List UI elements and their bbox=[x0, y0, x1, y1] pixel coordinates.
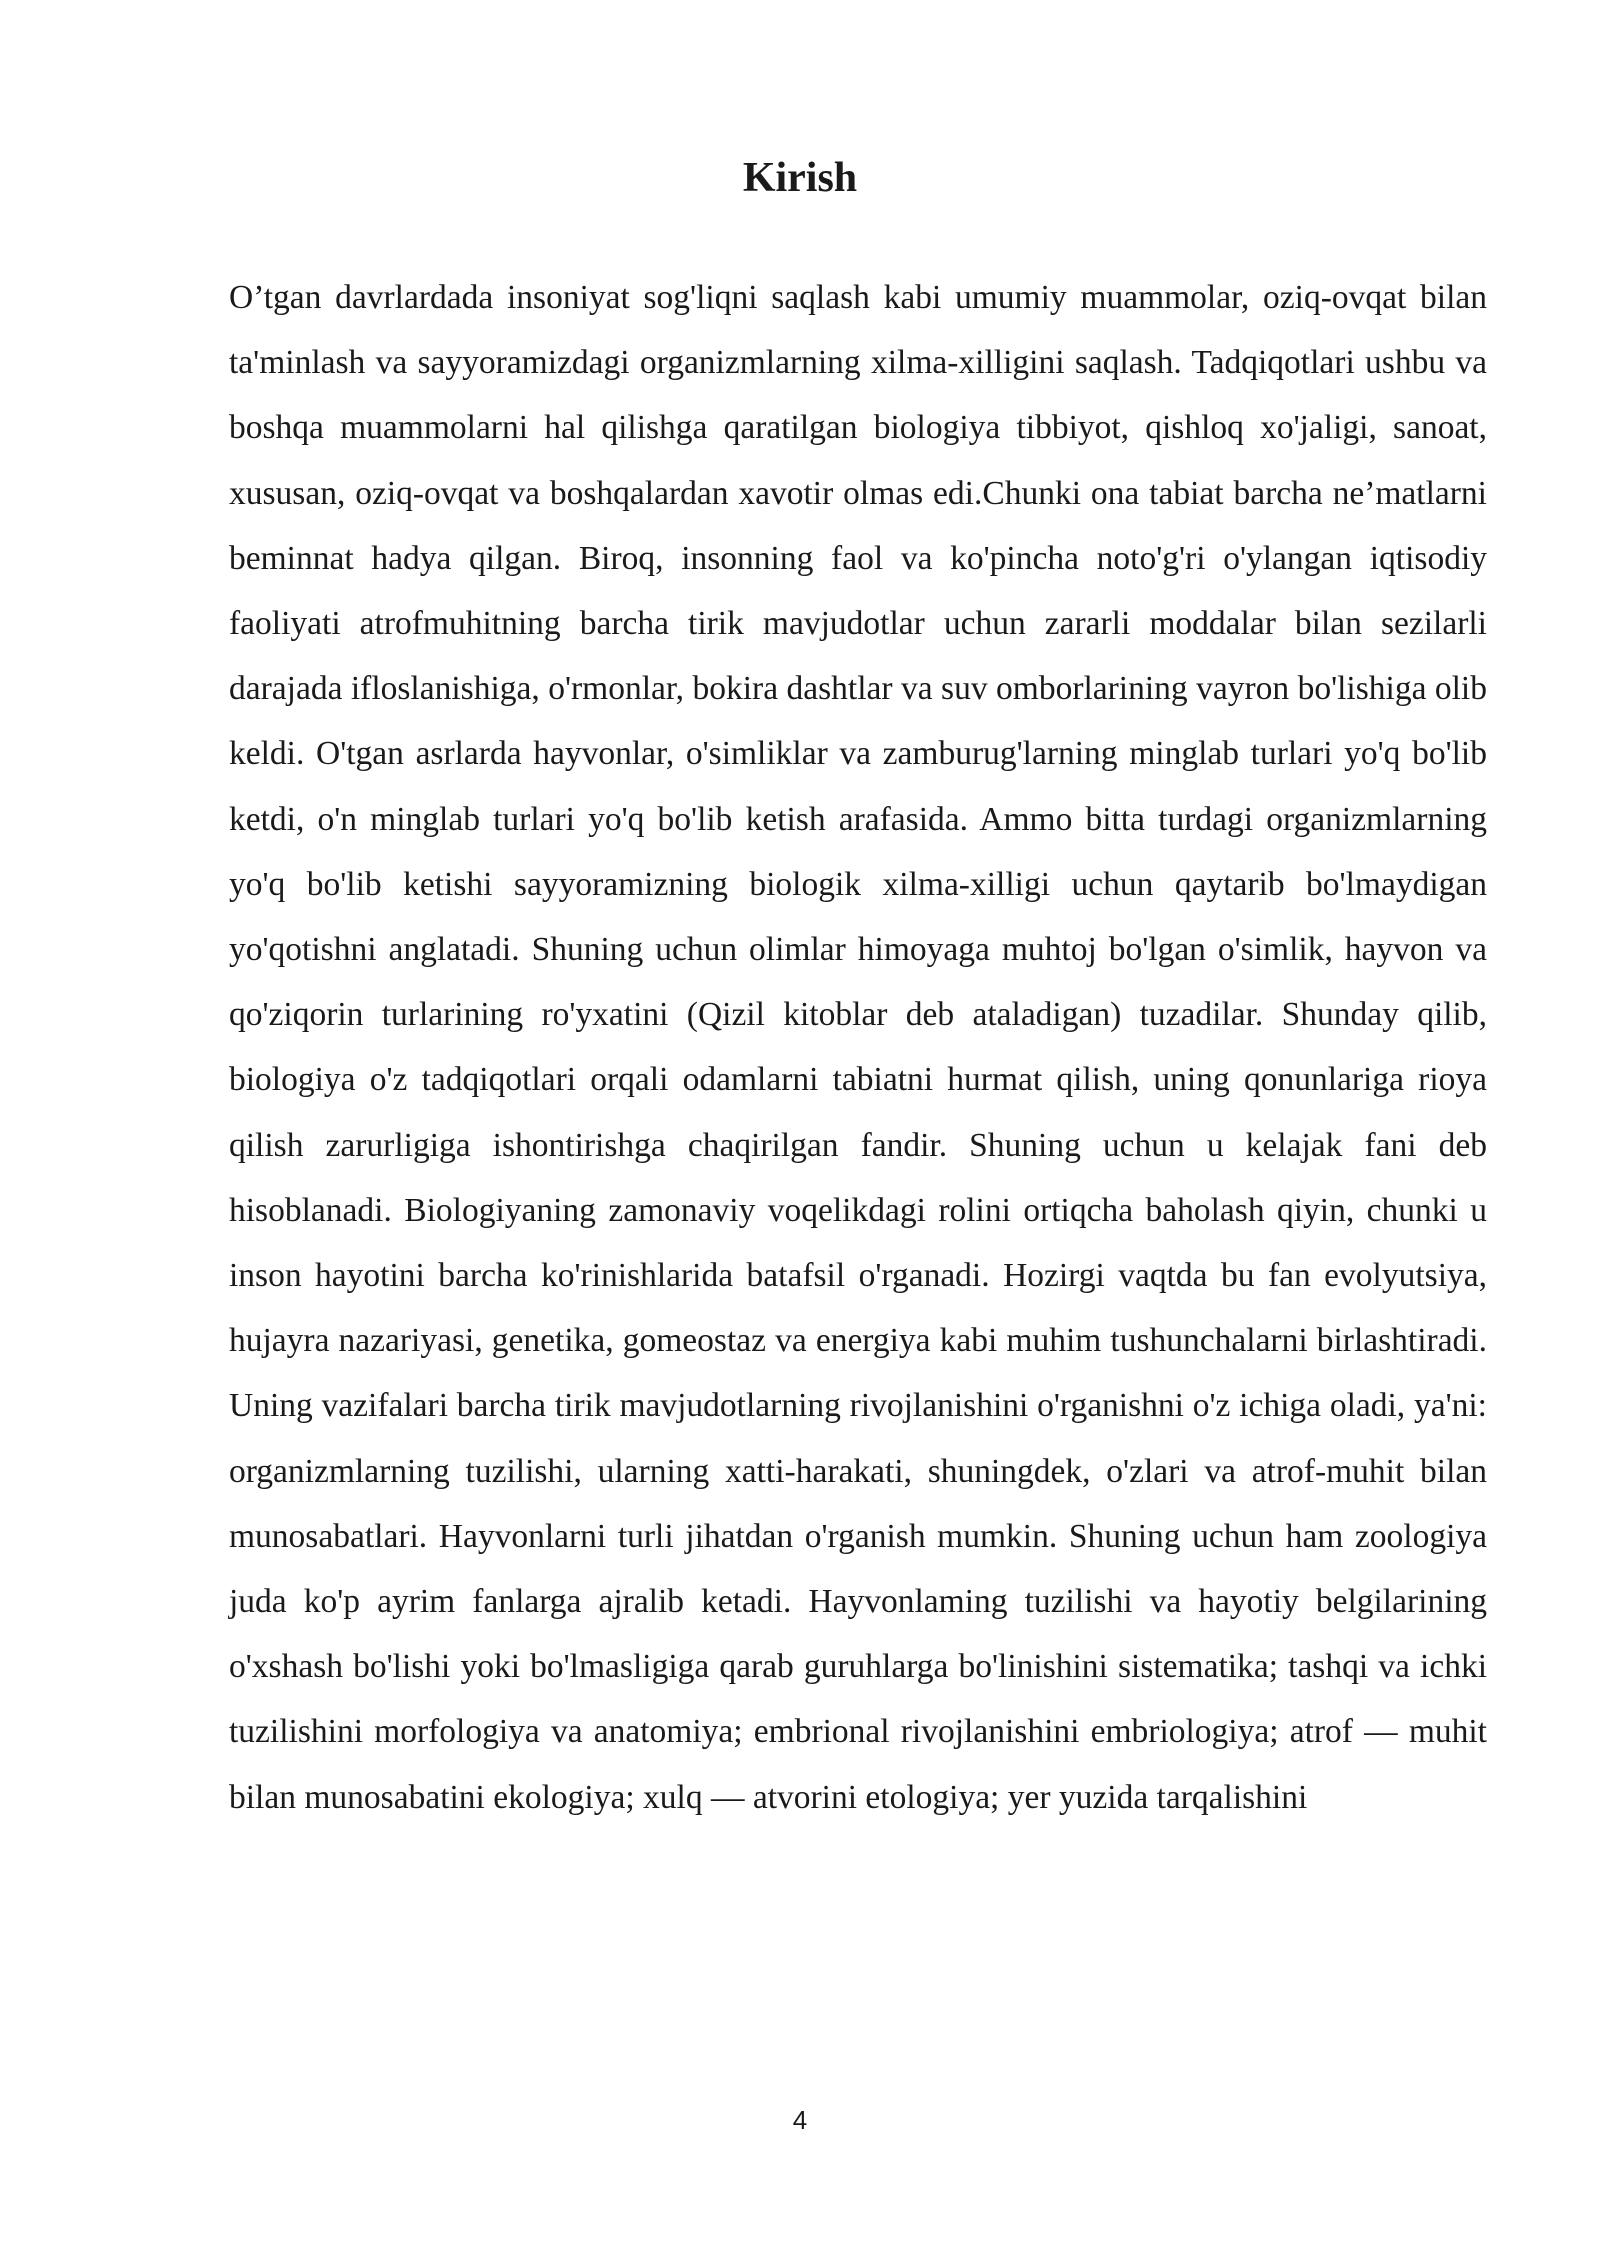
page-number: 4 bbox=[792, 2105, 808, 2135]
page-title: Kirish bbox=[742, 155, 858, 201]
body-paragraph: O’tgan davrlardada insoniyat sog'liqni saqlash kabi umumiy muammolar, oziq-ovqat bilan ta'minlash va sayyoramizdagi organizmlarning xilma-xilligini saqlash. Tadqiqotlari ushbu va boshqa muammolarni hal qilishga qaratilgan biologiya tibbiyot, qishloq xo'jaligi, sanoat, xususan, oziq-ovqat va boshqalardan xavotir olmas edi.Chunki ona tabiat barcha ne’matlarni beminnat hadya qilgan. Biroq, insonning faol va ko'pincha noto'g'ri o'ylangan iqtisodiy faoliyati atrofmuhitning barcha tirik mavjudotlar uchun zararli moddalar bilan sezilarli darajada ifloslanishiga, o'rmonlar, bokira dashtlar va suv omborlarining vayron bo'lishiga olib keldi. O'tgan asrlarda hayvonlar, o'simliklar va zamburug'larning minglab turlari yo'q bo'lib ketdi, o'n minglab turlari yo'q bo'lib ketish arafasida. Ammo bitta turdagi organizmlarning yo'q bo'lib ketishi sayyoramizning biologik xilma-xilligi uchun qaytarib bo'lmaydigan yo'qotishni anglatadi. Shuning uchun olimlar himoyaga muhtoj bo'lgan o'simlik, hayvon va qo'ziqorin turlarining ro'yxatini (Qizil kitoblar deb ataladigan) tuzadilar. Shunday qilib, biologiya o'z tadqiqotlari orqali odamlarni tabiatni hurmat qilish, uning qonunlariga rioya qilish zarurligiga ishontirishga chaqirilgan fandir. Shuning uchun u kelajak fani deb hisoblanadi. Biologiyaning zamonaviy voqelikdagi rolini ortiqcha baholash qiyin, chunki u inson hayotini barcha ko'rinishlarida batafsil o'rganadi. Hozirgi vaqtda bu fan evolyutsiya, hujayra nazariyasi, genetika, gomeostaz va energiya kabi muhim tushunchalarni birlashtiradi. Uning vazifalari barcha tirik mavjudotlarning rivojlanishini o'rganishni o'z ichiga oladi, ya'ni: organizmlarning tuzilishi, ularning xatti-harakati, shuningdek, o'zlari va atrof-muhit bilan munosabatlari. Hayvonlarni turli jihatdan o'rganish mumkin. Shuning uchun ham zoologiya juda ko'p ayrim fanlarga ajralib ketadi. Hayvonlaming tuzilishi va hayotiy belgilarining o'xshash bo'lishi yoki bo'lmasligiga qarab guruhlarga bo'linishini sistematika; tashqi va ichki tuzilishini morfologiya va anatomiya; embrional rivojlanishini embriologiya; atrof — muhit bilan munosabatini ekologiya; xulq — atvorini etologiya; yer yuzida tarqalishini bbox=[229, 279, 1487, 1816]
